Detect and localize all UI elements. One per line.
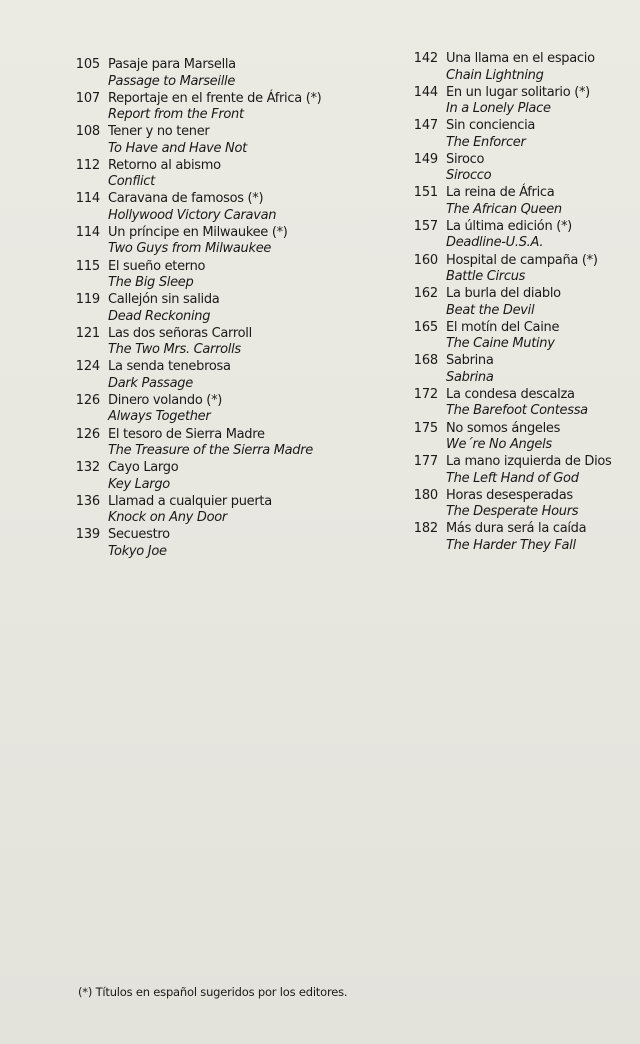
spanish-title: Siroco — [446, 151, 485, 167]
page-number: 132 — [75, 460, 100, 476]
spanish-title: Reportaje en el frente de África (*) — [108, 90, 322, 106]
page-number: 175 — [413, 420, 438, 436]
spanish-title: Un príncipe en Milwaukee (*) — [108, 224, 288, 240]
spanish-title: La senda tenebrosa — [108, 359, 231, 375]
spanish-title: Las dos señoras Carroll — [108, 325, 252, 341]
film-entry — [60, 425, 360, 459]
spanish-title: Retorno al abismo — [108, 157, 221, 173]
spanish-title: Secuestro — [108, 527, 170, 543]
page-number: 144 — [413, 84, 438, 100]
page-number: 124 — [75, 359, 100, 375]
original-title: Tokyo Joe — [108, 543, 167, 559]
page-number: 112 — [75, 157, 100, 173]
page-number: 114 — [75, 224, 100, 240]
original-title: The African Queen — [446, 201, 562, 217]
page-number: 168 — [413, 353, 438, 369]
page-number: 162 — [413, 286, 438, 302]
original-title: The Harder They Fall — [446, 537, 576, 553]
original-title: Dark Passage — [108, 375, 193, 391]
original-title: Key Largo — [108, 476, 170, 492]
page-number: 121 — [75, 325, 100, 341]
spanish-title: Sin conciencia — [446, 118, 536, 134]
spanish-title: El motín del Caine — [446, 319, 560, 335]
page-number: 177 — [413, 454, 438, 470]
spanish-title: El sueño eterno — [108, 258, 206, 274]
spanish-title: Sabrina — [446, 353, 494, 369]
page-number: 107 — [75, 90, 100, 106]
original-title: Knock on Any Door — [108, 510, 227, 526]
original-title: Passage to Marseille — [108, 73, 236, 89]
original-title: Chain Lightning — [446, 67, 544, 83]
original-title: Deadline-U.S.A. — [446, 235, 544, 251]
film-entry — [60, 290, 360, 324]
film-entry — [398, 49, 638, 83]
page-number: 105 — [75, 57, 100, 72]
film-entry — [60, 122, 360, 156]
film-entry — [398, 486, 638, 520]
page-number: 115 — [75, 258, 100, 274]
film-entry — [60, 525, 360, 559]
original-title: Sirocco — [446, 168, 492, 184]
page-number: 119 — [75, 292, 100, 308]
original-title: The Desperate Hours — [446, 504, 579, 520]
spanish-title: La condesa descalza — [446, 386, 575, 402]
original-title: Battle Circus — [446, 269, 526, 285]
film-entry — [60, 55, 360, 89]
film-entry — [398, 284, 638, 318]
film-entry — [60, 156, 360, 190]
left-column-filmography — [60, 55, 360, 559]
original-title: Conflict — [108, 174, 155, 190]
film-entry — [60, 89, 360, 123]
page-number: 182 — [413, 521, 438, 537]
footnote: (*) Títulos en español sugeridos por los editores. — [78, 985, 348, 999]
spanish-title: Cayo Largo — [108, 460, 179, 476]
page-number: 136 — [75, 493, 100, 509]
original-title: Hollywood Victory Caravan — [108, 207, 277, 223]
spanish-title: Tener y no tener — [108, 124, 210, 140]
page-number: 160 — [413, 252, 438, 268]
original-title: Two Guys from Milwaukee — [108, 241, 272, 257]
film-entry — [398, 183, 638, 217]
film-entry — [60, 458, 360, 492]
film-entry — [398, 318, 638, 352]
original-title: Sabrina — [446, 369, 494, 385]
spanish-title: La reina de África — [446, 185, 555, 201]
page-number: 151 — [413, 185, 438, 201]
film-entry — [60, 257, 360, 291]
original-title: Beat the Devil — [446, 302, 535, 318]
original-title: Dead Reckoning — [108, 308, 211, 324]
film-entry — [398, 452, 638, 486]
spanish-title: Hospital de campaña (*) — [446, 252, 598, 268]
original-title: To Have and Have Not — [108, 140, 247, 156]
spanish-title: Horas desesperadas — [446, 487, 573, 503]
spanish-title: Más dura será la caída — [446, 521, 587, 537]
spanish-title: Llamad a cualquier puerta — [108, 493, 272, 509]
film-entry — [398, 150, 638, 184]
film-entry — [398, 83, 638, 117]
film-entry — [398, 385, 638, 419]
spanish-title: Caravana de famosos (*) — [108, 191, 264, 207]
film-entry — [398, 217, 638, 251]
original-title: The Caine Mutiny — [446, 336, 555, 352]
film-entry — [398, 116, 638, 150]
original-title: The Big Sleep — [108, 275, 194, 291]
page-number: 142 — [413, 51, 438, 66]
film-entry — [60, 223, 360, 257]
film-entry — [60, 357, 360, 391]
spanish-title: La última edición (*) — [446, 218, 572, 234]
film-entry — [60, 391, 360, 425]
film-entry — [398, 251, 638, 285]
film-entry — [60, 492, 360, 526]
film-entry — [398, 419, 638, 453]
original-title: In a Lonely Place — [446, 101, 551, 117]
page-number: 147 — [413, 118, 438, 134]
spanish-title: Callejón sin salida — [108, 292, 220, 308]
right-column-filmography — [398, 49, 638, 553]
film-entry — [398, 519, 638, 553]
page-number: 149 — [413, 151, 438, 167]
spanish-title: No somos ángeles — [446, 420, 561, 436]
page-number: 172 — [413, 386, 438, 402]
page-number: 108 — [75, 124, 100, 140]
spanish-title: En un lugar solitario (*) — [446, 84, 590, 100]
film-entry — [60, 324, 360, 358]
original-title: We´re No Angels — [446, 437, 552, 453]
original-title: Always Together — [108, 409, 211, 425]
spanish-title: Pasaje para Marsella — [108, 57, 236, 72]
page-number: 126 — [75, 392, 100, 408]
original-title: The Enforcer — [446, 134, 526, 150]
original-title: The Treasure of the Sierra Madre — [108, 443, 313, 459]
original-title: Report from the Front — [108, 107, 244, 123]
page-number: 157 — [413, 218, 438, 234]
spanish-title: El tesoro de Sierra Madre — [108, 426, 265, 442]
original-title: The Left Hand of God — [446, 470, 579, 486]
film-entry — [60, 189, 360, 223]
page-number: 126 — [75, 426, 100, 442]
original-title: The Barefoot Contessa — [446, 403, 588, 419]
spanish-title: Una llama en el espacio — [446, 51, 595, 66]
spanish-title: La burla del diablo — [446, 286, 561, 302]
original-title: The Two Mrs. Carrolls — [108, 342, 241, 358]
page-number: 180 — [413, 487, 438, 503]
page-number: 114 — [75, 191, 100, 207]
film-entry — [398, 351, 638, 385]
page-number: 139 — [75, 527, 100, 543]
spanish-title: La mano izquierda de Dios — [446, 454, 612, 470]
page-number: 165 — [413, 319, 438, 335]
spanish-title: Dinero volando (*) — [108, 392, 223, 408]
